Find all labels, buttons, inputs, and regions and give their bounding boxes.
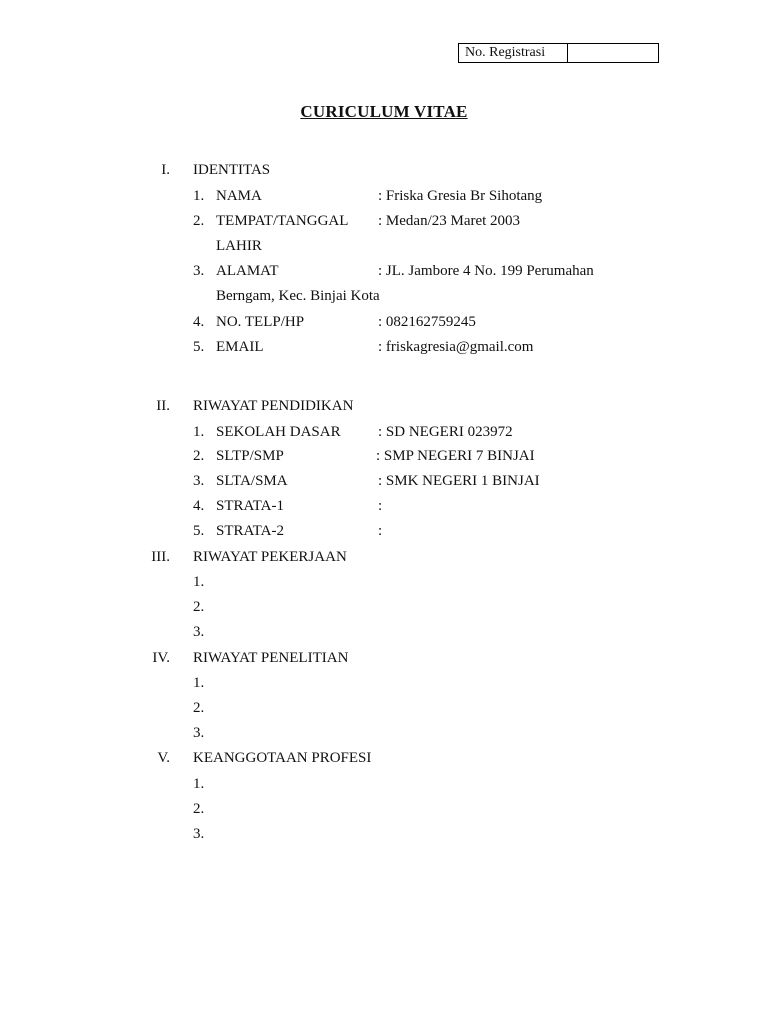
item-label: STRATA-2 xyxy=(216,523,284,539)
item-value: : SD NEGERI 023972 xyxy=(378,424,513,440)
item-value: : SMK NEGERI 1 BINJAI xyxy=(378,473,540,489)
registration-box xyxy=(458,43,659,63)
section-numeral: I. xyxy=(161,162,170,178)
item-label: NO. TELP/HP xyxy=(216,314,305,330)
item-label: STRATA-1 xyxy=(216,498,284,514)
item-value: : 082162759245 xyxy=(378,314,476,330)
section-numeral: V. xyxy=(157,750,170,766)
section-numeral: II. xyxy=(156,398,170,414)
item-number: 2. xyxy=(193,448,205,464)
item-number: 1. xyxy=(193,424,205,440)
section-heading: RIWAYAT PENDIDIKAN xyxy=(193,398,354,414)
item-number: 2. xyxy=(193,599,205,615)
section-heading: IDENTITAS xyxy=(193,162,271,178)
document-title: CURICULUM VITAE xyxy=(300,102,468,121)
item-number: 1. xyxy=(193,188,205,204)
section-heading: RIWAYAT PEKERJAAN xyxy=(193,549,347,565)
item-label: ALAMAT xyxy=(216,263,279,279)
item-label: SEKOLAH DASAR xyxy=(216,424,341,440)
item-number: 3. xyxy=(193,826,205,842)
item-label: SLTP/SMP xyxy=(216,448,284,464)
item-number: 4. xyxy=(193,498,205,514)
item-value-continuation: Berngam, Kec. Binjai Kota xyxy=(216,288,380,304)
item-number: 2. xyxy=(193,213,205,229)
item-number: 5. xyxy=(193,339,205,355)
item-value: : xyxy=(378,523,383,539)
item-value: : Friska Gresia Br Sihotang xyxy=(378,188,543,204)
item-number: 3. xyxy=(193,725,205,741)
section-heading: KEANGGOTAAN PROFESI xyxy=(193,750,372,766)
item-label-continuation: LAHIR xyxy=(216,238,262,254)
item-number: 2. xyxy=(193,700,205,716)
item-value: : friskagresia@gmail.com xyxy=(378,339,534,355)
item-value: : Medan/23 Maret 2003 xyxy=(378,213,521,229)
item-value: : xyxy=(378,498,383,514)
item-label: EMAIL xyxy=(216,339,264,355)
item-number: 3. xyxy=(193,263,205,279)
registration-label: No. Registrasi xyxy=(459,44,568,62)
item-value: : SMP NEGERI 7 BINJAI xyxy=(376,448,535,464)
item-number: 2. xyxy=(193,801,205,817)
item-number: 3. xyxy=(193,624,205,640)
item-number: 3. xyxy=(193,473,205,489)
section-numeral: III. xyxy=(151,549,170,565)
item-value: : JL. Jambore 4 No. 199 Perumahan xyxy=(378,263,594,279)
registration-value xyxy=(568,44,658,62)
item-label: NAMA xyxy=(216,188,262,204)
item-number: 1. xyxy=(193,675,205,691)
item-label: TEMPAT/TANGGAL xyxy=(216,213,349,229)
item-number: 1. xyxy=(193,574,205,590)
item-number: 1. xyxy=(193,776,205,792)
section-heading: RIWAYAT PENELITIAN xyxy=(193,650,349,666)
item-label: SLTA/SMA xyxy=(216,473,288,489)
item-number: 4. xyxy=(193,314,205,330)
item-number: 5. xyxy=(193,523,205,539)
section-numeral: IV. xyxy=(152,650,170,666)
